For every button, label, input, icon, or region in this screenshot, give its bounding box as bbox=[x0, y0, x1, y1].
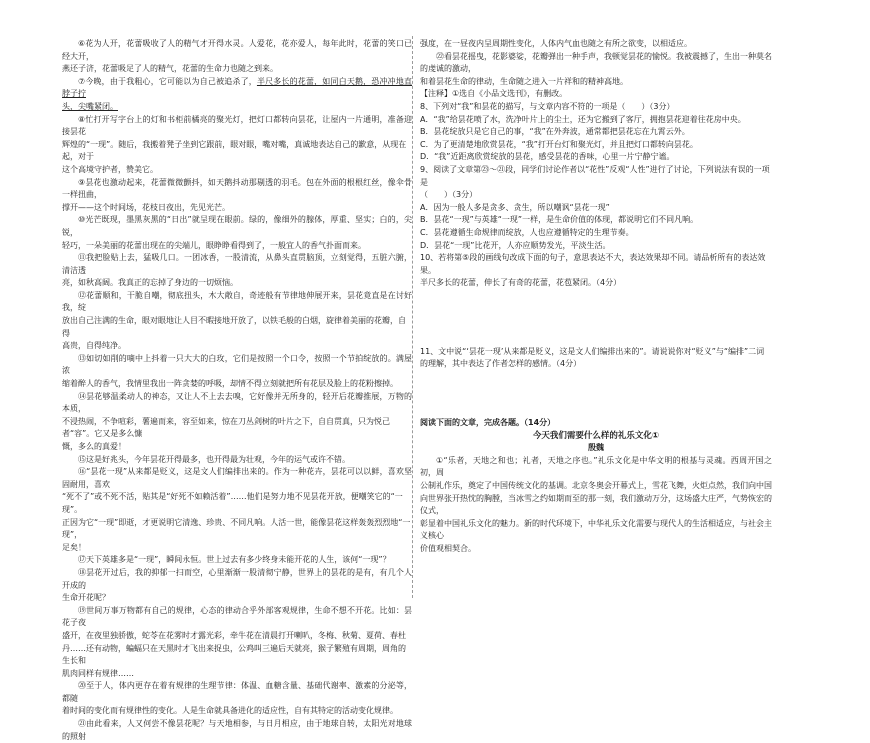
paragraph-19-line-3: 丹……还有动物，蝙蝠只在天黑时才飞出来捉虫，公鸡叫三遍后天就亮，猴子繁殖有周期，周角的生长和 bbox=[62, 643, 406, 666]
paragraph-14-line-3: 慨，多么的真爱！ bbox=[62, 442, 126, 451]
paragraph-19: ⑲世间万事万物都有自己的规律，心态的律动合乎外部客观规律，生命不想不开花。比如：昙花子夜 bbox=[62, 605, 412, 628]
question-8-option-a: A．“我”给昙花喷了水，洗净叶片上的尘土，还为它搬到了客厅，拥抱昙花迎着往花房中央。 bbox=[420, 114, 746, 124]
paragraph-12-line-2: 放出自己注满的生命，眼对眼地让人目不暇接地开放了，以铁毛般的白烟，旋律着美丽的花瓣，自得 bbox=[62, 316, 406, 338]
answer-space-11 bbox=[420, 371, 772, 417]
paragraph-17: ⑰天下英雄多是“一现”，瞬间永恒。世上过去有多少终身未能开花的人生，该何“一现”？ bbox=[78, 555, 391, 565]
question-9-option-a: A．因为一般人多是贪多、贪生，所以嘲讽“昙花一现” bbox=[420, 202, 610, 212]
paragraph-8-line-2: 辉煌的“一现”。随后，我搬着凳子坐到它跟前，眼对眼，嘴对嘴，真诚地表达自己的歉意，从现在起，对于 bbox=[62, 139, 407, 162]
paragraph-9: ⑨昙花也激动起来，花蕾微微颤抖，如天鹅抖动那剔透的羽毛。包在外面的根根红丝，像伞骨一样扭曲， bbox=[62, 177, 412, 200]
right-column bbox=[420, 38, 772, 556]
paragraph-8: ⑧忙打开写字台上的灯和书柜前橘亮的聚光灯，把灯口都转向昙花，让屋内一片通明，准备迎接昙花 bbox=[62, 114, 412, 137]
paragraph-10-line-2: 轻巧，一朵美丽的花蕾出现在的尖端儿，眼睁睁看得到了，一般宜人的香气扑面而来。 bbox=[62, 240, 366, 250]
paragraph-16-line-4: 足矣！ bbox=[62, 542, 86, 552]
article-paragraph-1-line-3: 向世界张开热忱的胸膛，当冰雪之约如期而至的那一刻，我们激动万分，这场盛大庄严，气势恢宏的仪式， bbox=[420, 493, 772, 516]
article-paragraph-1-line-5: 价值观相契合。 bbox=[420, 544, 476, 553]
question-9-option-b: B．昙花“一现”与英雄“一现”一样，是生命价值的体现，都说明它们不同凡响。 bbox=[420, 215, 699, 225]
article-paragraph-1-line-2: 公制礼作乐，奠定了中国传统文化的基调。北京冬奥会开幕式上，雪花飞舞，火炬点然，我们向中国 bbox=[420, 481, 772, 491]
paragraph-15: ⑮这是好兆头，今年昙花开得最多，也开得最为壮观，今年的运气或许不错。 bbox=[78, 454, 350, 464]
underlined-sentence: 半尺多长的花蕾，如同白天鹅，恐冲冲地直脖子拧 bbox=[62, 76, 413, 99]
article-author: 殷魏 bbox=[588, 443, 604, 453]
paragraph-7-cont bbox=[62, 101, 412, 114]
question-9-option-d: D．昙花“一现”比花开，人亦应顺势发光，平淡生活。 bbox=[420, 240, 611, 250]
paragraph-21-cont: 强度，在一昼夜内呈周期性变化，人体内气血也随之有所之欲变，以相适应。 bbox=[420, 39, 692, 48]
article-paragraph-1-line-4: 彰显着中国礼乐文化的魅力。新的时代环境下，中华礼乐文化需要与现代人的生活相适应，与社会主义核心 bbox=[420, 518, 772, 541]
underlined-sentence-cont: 头，尖嘴紧闭。 bbox=[62, 101, 118, 111]
answer-space-10 bbox=[420, 290, 772, 346]
paragraph-7 bbox=[62, 76, 412, 101]
paragraph-12: ⑫花蕾顺和，干脆自嘲，彻底扭头，木大敞自，奇迹般有节律地伸展开来，昙花竟直是在讨好我，绽 bbox=[62, 290, 412, 313]
question-10: 10、若将第⑤段的画线句改成下面的句子，意思表达不大，表达效果却不同。请品析所有的表达效果。 bbox=[420, 253, 766, 275]
paragraph-9-line-2: 撑开——这个时间场，花枝日夜出，先见光芒。 bbox=[62, 202, 230, 212]
paragraph-20: ⑳至于人，体内更存在着有规律的生理节律：体温、血糖含量、基础代谢率、激素的分泌等，都随 bbox=[62, 681, 412, 703]
paragraph-18: ⑱昙花开过后，我的抑郁一扫而空，心里渐渐一股清彻宁静，世界上的昙花的是有，有几个人开成的 bbox=[62, 567, 412, 590]
paragraph-6-line-2: 燕还子济，花蕾吸足了人的精气，花蕾的生命力也随之到来。 bbox=[62, 64, 278, 74]
paragraph-13-line-2: 缩着醉人的香气，我情里我出一阵贪婪的呼吸，却情不得立刻就把所有花层及脸上的花粉擦掉。 bbox=[62, 379, 398, 389]
question-10-line-2: 半尺多长的花蕾，伸长了有奇的花蕾，花苞紧闭。（4分） bbox=[420, 278, 622, 288]
paragraph-11-line-2: 亮，如秋高阔。我真正的忘掉了身边的一切烦恼。 bbox=[62, 278, 238, 288]
paragraph-6-line-1: ⑥花为人开，花蕾吸收了人的精气才开得水灵。人爱花，花亦爱人，每年此时，花蕾的笑口已经大开， bbox=[62, 39, 412, 61]
paragraph-12-line-3: 高贵，自得纯净。 bbox=[62, 341, 126, 351]
paragraph-14-line-2: 不浸热闹，不争喧彩，薯遍而来，容至如来，惊在刀丛剑树的叶片之下，自自贯真，只为悦己者“容”。它又是多么慷 bbox=[62, 416, 390, 439]
paragraph-22: ㉒看昙花摇曳，花影婆娑，花瓣弹出一种手声，我顿觉昙花的愉悦。我被震撼了，生出一种莫名的虔诚的激动， bbox=[420, 51, 772, 74]
paragraph-10: ⑩光芒既现，墨黑灰黑的“日出”就呈现在眼前。绿的，像细外的腺体，厚重、坚实；白的，尖锐， bbox=[62, 215, 412, 237]
column-divider bbox=[412, 36, 413, 598]
paragraph-21: ㉑由此看来，人又何尝不像昙花呢？与天地相参，与日月相应，由于地球自转，太阳光对地球的照射 bbox=[62, 719, 412, 741]
question-8-option-b: B．昙花绽放只是它自己的事，“我”在外奔波，通常都把昙花忘在九霄云外。 bbox=[420, 127, 690, 137]
paragraph-11: ⑪我把脸贴上去，猛吸几口。一团冰香，一股清流，从鼻头直贯脑顶，立刻觉得，五脏六腑，清洁透 bbox=[62, 253, 412, 275]
question-9-blank: （ ）（3分） bbox=[420, 190, 478, 200]
section-heading: 阅读下面的文章，完成各题。（14分） bbox=[420, 418, 556, 428]
paragraph-16-line-3: 正因为它“一现”即逝，才更说明它清逸、珍贵、不同凡响。人活一世，能像昙花这样轰轰烈烈地“一现”， bbox=[62, 517, 411, 540]
paragraph-7-text: ⑦今晚，由于我粗心，它可能以为自己被追杀了， bbox=[78, 76, 257, 86]
question-9: 9、阅读了文章第㉓～㉑段，同学们讨论作者以“花性”反观“人性”进行了讨论，下列说法有误的一项是 bbox=[420, 164, 770, 187]
article-paragraph-1: ①“乐者，天地之和也；礼者，天地之序也。”礼乐文化是中华文明的根基与灵魂。西周开国之初，周 bbox=[420, 455, 772, 478]
question-8-option-d: D．“我”近距离欣赏绽放的昙花，感受昙花的香味，心里一片宁静宁谧。 bbox=[420, 152, 675, 162]
question-8-option-c: C．为了更清楚地欣赏昙花，“我”打开台灯和聚光灯，并且把灯口都转向昙花。 bbox=[420, 139, 698, 149]
question-9-option-c: C．昙花遵循生命规律而绽放，人也应遵循特定的生理节奏。 bbox=[420, 227, 634, 237]
question-8: 8、下列对“我”和昙花的描写，与文章内容不符的一项是（ ）（3分） bbox=[420, 101, 675, 111]
footnote: 【注释】①选自《小品文选刊》，有删改。 bbox=[420, 89, 568, 99]
paragraph-14: ⑭昙花够温柔动人的神态，又让人不上去去嗅，它好像并无所身的，轻开后花瓣推展，万物的本质， bbox=[62, 391, 412, 414]
paragraph-19-line-4: 肌肉同样有规律…… bbox=[62, 668, 134, 678]
left-column bbox=[62, 38, 412, 743]
question-11-line-2: 的理解，其中表达了作者怎样的感情。（4分） bbox=[420, 359, 582, 369]
paragraph-16: ⑯“昙花一现”从来都是贬义，这是文人们编排出来的。作为一种花卉，昙花可以以鲜，喜欢坚固耐用，喜欢 bbox=[62, 467, 412, 489]
paragraph-20-line-2: 着时间的变化而有规律性的变化。人是生命就具备进化的适应性，自有其特定的活动变化规律。 bbox=[62, 706, 398, 716]
paragraph-19-line-2: 盛开，在夜里独骄傲，蛇苓在花雾时才露光彩，牵牛花在清晨打开喇叭，冬梅、秋菊、夏荷、春杜 bbox=[62, 630, 406, 640]
paragraph-18-line-2: 生命开花呢？ bbox=[62, 593, 110, 603]
paragraph-8-line-3: 这个高境守护者，赞美它。 bbox=[62, 164, 158, 174]
paragraph-22-line-2: 和着昙花生命的律动，生命随之进入一片祥和的精神高地。 bbox=[420, 76, 628, 86]
article-title: 今天我们需要什么样的礼乐文化① bbox=[532, 430, 660, 441]
question-11: 11、文中说“‘昙花一现’从来都是贬义，这是文人们编排出来的”。请说说你对“贬义”与“编排”二词 bbox=[420, 346, 765, 356]
paragraph-16-line-2: “死不了”或不死不活，贴其是“好死不如赖活着”……他们是努力地不见昙花开放，便嘲笑它的“一现”。 bbox=[62, 492, 403, 514]
paragraph-13: ⑬如切如削的嘀中上抖着一只大大的白玫，它们是按照一个口令，按照一个节拍绽放的。满屋浓 bbox=[62, 353, 412, 376]
